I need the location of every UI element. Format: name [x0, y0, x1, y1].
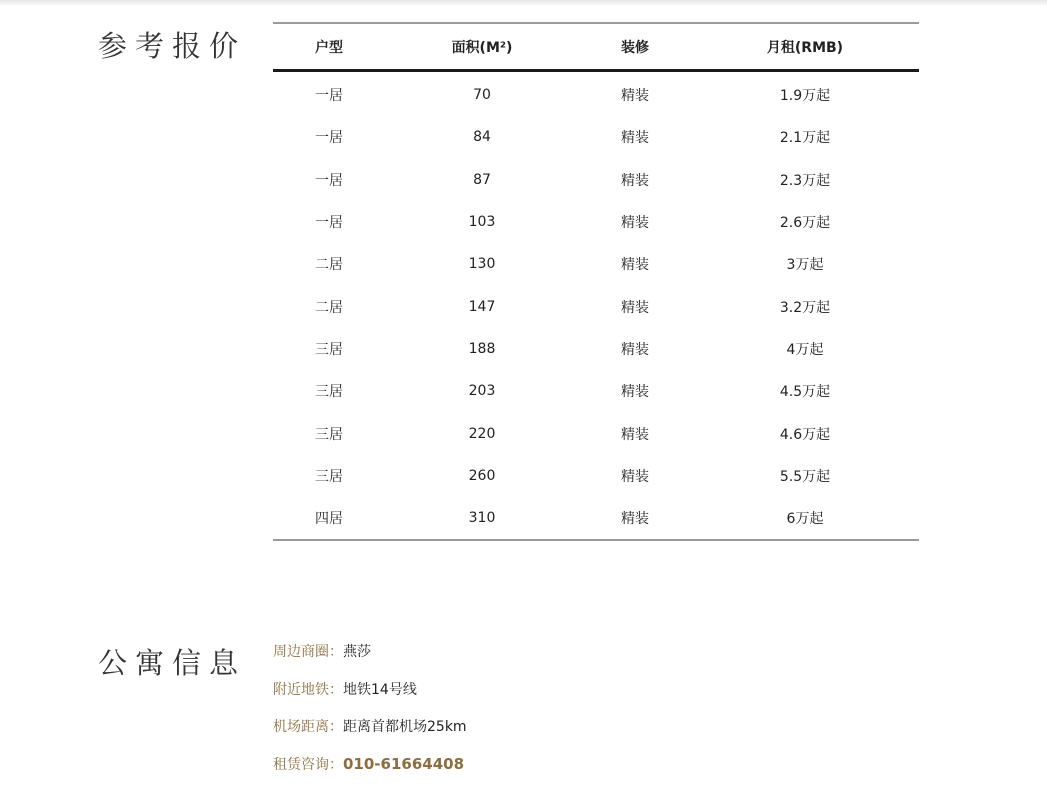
cell-layout: 三居 — [315, 468, 343, 485]
cell-layout: 三居 — [315, 384, 343, 401]
cell-area: 260 — [468, 467, 496, 484]
cell-decoration: 精装 — [621, 215, 649, 232]
cell-layout: 三居 — [315, 341, 343, 358]
cell-rent: 3万起 — [786, 257, 824, 274]
price-table — [273, 22, 919, 541]
apartment-info-list — [273, 641, 467, 791]
info-label: 机场距离： — [273, 719, 343, 735]
header-decoration: 装修 — [579, 23, 691, 71]
table-row — [273, 497, 919, 540]
cell-decoration: 精装 — [621, 299, 649, 316]
cell-decoration: 精装 — [621, 511, 649, 528]
cell-decoration: 精装 — [621, 468, 649, 485]
cell-rent: 4.6万起 — [779, 426, 831, 443]
phone-number[interactable]: 010-61664408 — [343, 754, 465, 773]
cell-layout: 一居 — [315, 215, 343, 232]
cell-layout: 一居 — [315, 172, 343, 189]
info-nearby-subway — [273, 679, 467, 717]
cell-rent: 2.3万起 — [779, 172, 831, 189]
header-area: 面积(M²) — [385, 23, 579, 71]
info-label: 周边商圈： — [273, 644, 343, 660]
cell-area: 188 — [468, 340, 496, 357]
cell-decoration: 精装 — [621, 88, 649, 105]
info-label: 租赁咨询： — [273, 756, 343, 773]
cell-rent: 3.2万起 — [779, 299, 831, 316]
table-row — [273, 412, 919, 454]
cell-area: 70 — [473, 87, 491, 104]
cell-decoration: 精装 — [621, 172, 649, 189]
table-row — [273, 201, 919, 243]
cell-decoration: 精装 — [621, 341, 649, 358]
cell-layout: 三居 — [315, 426, 343, 443]
cell-decoration: 精装 — [621, 384, 649, 401]
cell-decoration: 精装 — [621, 257, 649, 274]
cell-rent: 4万起 — [786, 341, 824, 358]
table-row — [273, 285, 919, 327]
table-row — [273, 116, 919, 158]
cell-layout: 一居 — [315, 88, 343, 105]
info-section-title: 公寓信息 — [98, 646, 247, 680]
cell-rent: 2.6万起 — [779, 215, 831, 232]
info-airport-distance — [273, 716, 467, 754]
info-value: 距离首都机场25km — [343, 719, 467, 735]
cell-area: 130 — [468, 256, 496, 273]
header-monthly-rent: 月租(RMB) — [691, 23, 919, 71]
cell-rent: 4.5万起 — [779, 384, 831, 401]
cell-area: 310 — [468, 510, 496, 527]
info-value: 燕莎 — [343, 644, 371, 660]
cell-rent: 6万起 — [786, 511, 824, 528]
cell-area: 103 — [468, 214, 496, 231]
cell-decoration: 精装 — [621, 130, 649, 147]
info-label: 附近地铁： — [273, 681, 343, 698]
cell-area: 147 — [468, 298, 496, 315]
cell-layout: 二居 — [315, 257, 343, 274]
cell-layout: 四居 — [315, 511, 343, 528]
table-row — [273, 159, 919, 201]
table-row — [273, 370, 919, 412]
top-shadow — [0, 0, 1047, 6]
table-row — [273, 71, 919, 117]
cell-area: 203 — [468, 383, 496, 400]
cell-rent: 1.9万起 — [779, 88, 831, 105]
header-layout: 户型 — [273, 23, 385, 71]
cell-rent: 2.1万起 — [779, 130, 831, 147]
table-row — [273, 328, 919, 370]
price-section-title: 参考报价 — [98, 29, 247, 63]
cell-area: 87 — [473, 171, 491, 188]
price-table-header — [273, 23, 919, 71]
cell-area: 84 — [473, 129, 491, 146]
cell-area: 220 — [468, 425, 496, 442]
info-value: 地铁14号线 — [343, 681, 417, 698]
info-rental-inquiry — [273, 754, 467, 792]
cell-rent: 5.5万起 — [779, 468, 831, 485]
info-business-district — [273, 641, 467, 679]
cell-layout: 一居 — [315, 130, 343, 147]
table-row — [273, 455, 919, 497]
table-row — [273, 243, 919, 285]
cell-decoration: 精装 — [621, 426, 649, 443]
cell-layout: 二居 — [315, 299, 343, 316]
